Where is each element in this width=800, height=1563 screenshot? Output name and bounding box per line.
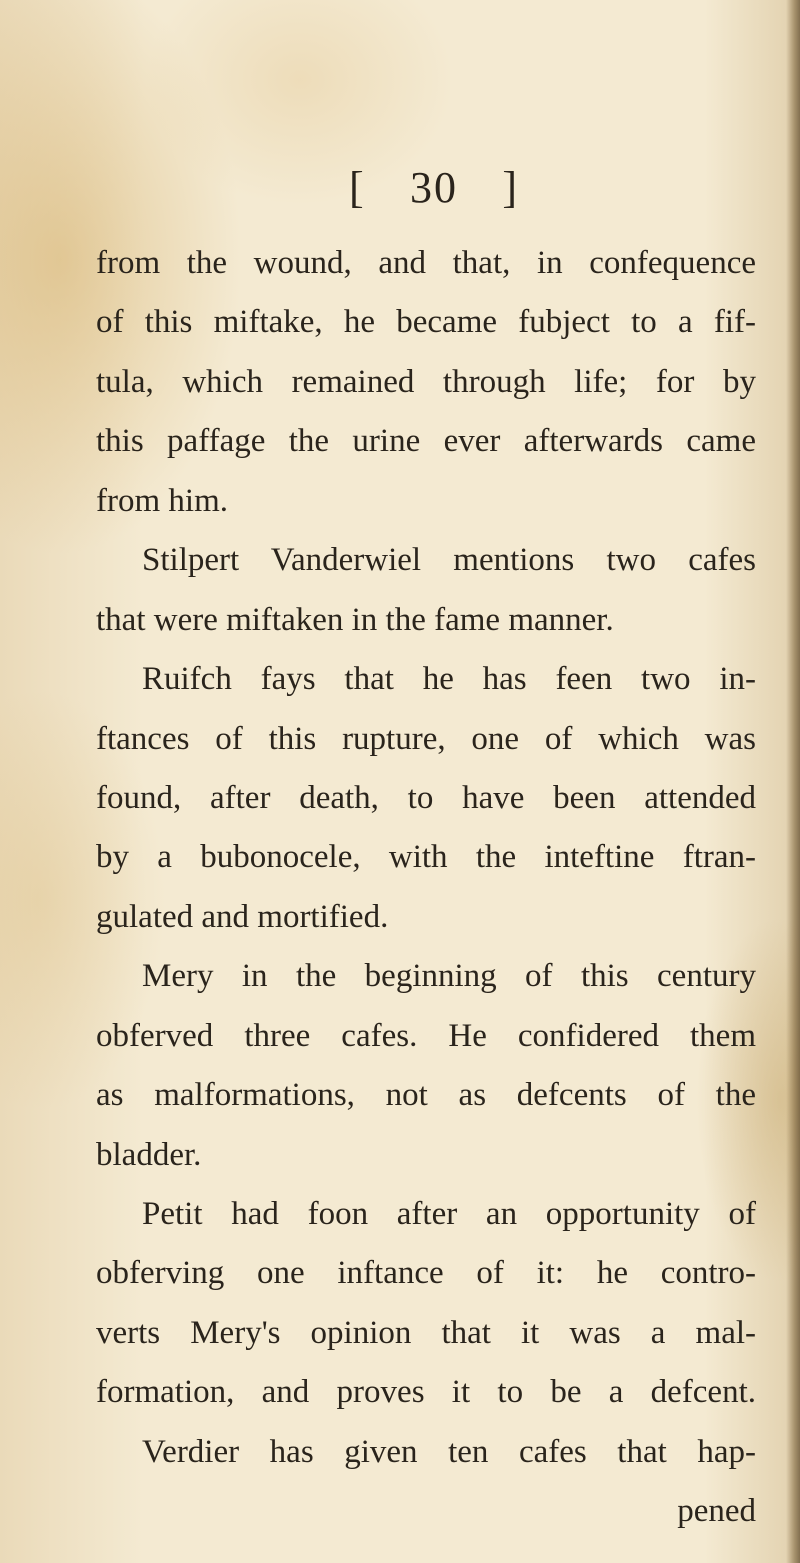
text-line: Stilpert Vanderwiel mentions two cafes: [142, 542, 756, 579]
text-line: ftances of this rupture, one of which was: [96, 720, 756, 757]
page-number: [ 30 ]: [349, 163, 519, 212]
text-line: gulated and mortified.: [96, 898, 389, 935]
text-line: tula, which remained through life; for by: [96, 363, 756, 400]
text-line: Mery in the beginning of this century: [142, 958, 756, 995]
book-page: [96, 0, 756, 1563]
text-line: verts Mery's opinion that it was a mal-: [96, 1314, 756, 1351]
text-line: obferved three cafes. He confidered them: [96, 1017, 756, 1054]
page-edge-shadow: [786, 0, 800, 1563]
text-line: Petit had foon after an opportunity of: [142, 1196, 756, 1232]
text-line: that were miftaken in the fame manner.: [96, 601, 614, 638]
page-body: [96, 234, 756, 1542]
text-line: obferving one inftance of it: he contro-: [96, 1255, 756, 1292]
text-line: from him.: [96, 482, 228, 519]
text-line: this paffage the urine ever afterwards came: [96, 423, 756, 460]
text-line: Ruifch fays that he has feen two in-: [142, 661, 756, 698]
text-line: as malformations, not as defcents of the: [96, 1077, 756, 1114]
text-line: formation, and proves it to be a defcent.: [96, 1374, 756, 1411]
page-header: [96, 158, 756, 218]
text-line: found, after death, to have been attended: [96, 779, 756, 816]
catchword: pened: [677, 1493, 756, 1530]
text-line: Verdier has given ten cafes that hap-: [142, 1433, 756, 1470]
text-line: bladder.: [96, 1136, 202, 1173]
text-line: by a bubonocele, with the inteftine ftran-: [96, 839, 756, 876]
text-line: of this miftake, he became fubject to a fif-: [96, 304, 756, 341]
text-line: from the wound, and that, in confequence: [96, 245, 756, 281]
